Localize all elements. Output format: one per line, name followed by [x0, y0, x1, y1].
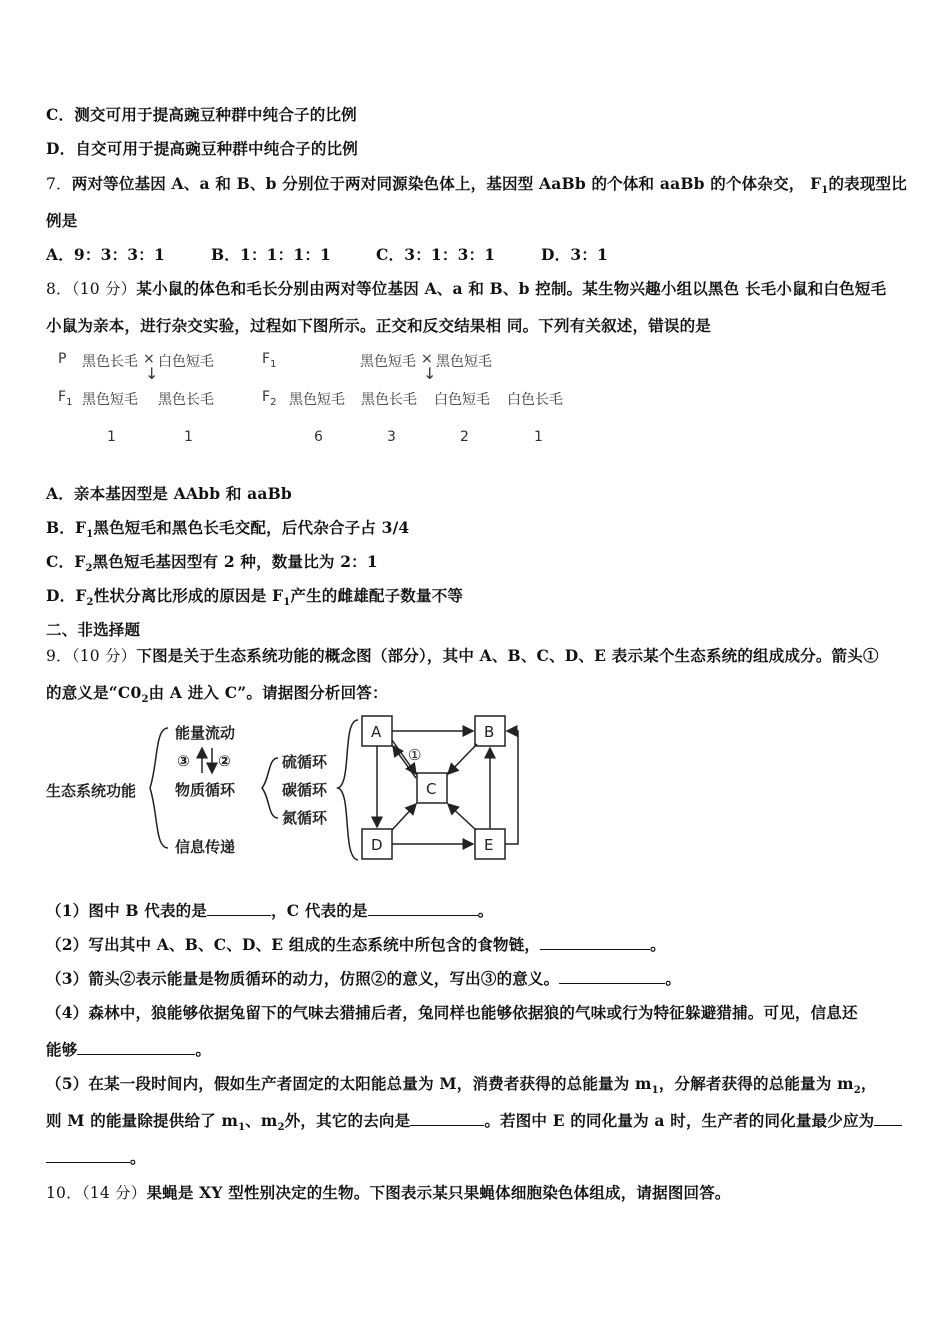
cross-f2-count: 1 [534, 429, 543, 445]
cross-f2-label: $F_2$ [262, 389, 277, 408]
cross-f2-count: 2 [460, 429, 469, 445]
answer-blank[interactable] [559, 969, 665, 984]
q8-stem-line1: 8．（10 分）某小鼠的体色和毛长分别由两对等位基因 A、a 和 B、b 控制。某生物兴趣小组以黑色 长毛小鼠和白色短毛 [46, 279, 887, 298]
section-heading: 二、非选择题 [46, 620, 141, 639]
cross-f2-count: 3 [387, 429, 396, 445]
diagram-info-label: 信息传递 [175, 838, 236, 856]
cross-f1-item: 黑色长毛 [158, 392, 214, 408]
answer-blank[interactable] [410, 1111, 484, 1126]
cross-f2-item: 黑色短毛 [289, 392, 345, 408]
cross-f2-count: 6 [314, 429, 323, 445]
diagram-left-brace [150, 728, 168, 848]
cross-p-right: 白色短毛 [158, 354, 214, 370]
diagram-arrow-b-c [448, 744, 477, 774]
answer-blank[interactable] [46, 1148, 130, 1163]
q7-stem-line1: 7．两对等位基因 A、a 和 B、b 分别位于两对同源染色体上，基因型 AaBb 的个体和 aaBb 的个体杂交， $F_1$的表现型比 [46, 174, 907, 197]
cross-f2-item: 白色短毛 [434, 392, 490, 408]
q7-option-a: A．9：3：3：1 [46, 245, 165, 264]
q6-option-c: C．测交可用于提高豌豆种群中纯合子的比例 [46, 105, 357, 124]
q9-sub5-line1: （5）在某一段时间内，假如生产者固定的太阳能总量为 M，消费者获得的总能量为 $m_1$，分解者获得的总能量为 $m_2$， [46, 1074, 877, 1097]
cross-arrow-down-icon: ↓ [423, 364, 437, 383]
diagram-right-brace [338, 720, 358, 860]
q8-option-c: C．$F_2$黑色短毛基因型有 2 种，数量比为 2：1 [46, 552, 378, 575]
diagram-arrow1-label: ① [408, 746, 422, 764]
q9-stem-line1: 9．（10 分）下图是关于生态系统功能的概念图（部分），其中 A、B、C、D、E 表示某个生态系统的组成成分。箭头① [46, 646, 879, 665]
cross-p-times: × [143, 351, 155, 367]
diagram-box-b-label: B [484, 723, 495, 741]
q8-option-a: A．亲本基因型是 AAbb 和 aaBb [46, 484, 292, 503]
diagram-energy-label: 能量流动 [175, 724, 236, 742]
answer-blank[interactable] [540, 935, 650, 950]
cross-f1-count: 1 [184, 429, 193, 445]
diagram-cycle-label: 硫循环 [282, 753, 328, 771]
cross-p-label: P [58, 351, 67, 367]
diagram-box-a-label: A [371, 723, 382, 741]
q7-stem-line2: 例是 [46, 211, 78, 230]
answer-blank[interactable] [874, 1111, 902, 1126]
q9-sub4-line1: （4）森林中，狼能够依据兔留下的气味去猎捕后者，兔同样也能够依据狼的气味或行为特征躲避猎捕。可见，信息还 [46, 1003, 858, 1022]
cross-f1-item: 黑色短毛 [82, 392, 138, 408]
q7-option-d: D．3：1 [541, 245, 609, 264]
diagram-root-label: 生态系统功能 [46, 782, 137, 800]
cross-f2-item: 白色长毛 [507, 392, 563, 408]
diagram-arrow-d-c [392, 804, 416, 830]
diagram-cycle-label: 氮循环 [282, 809, 328, 827]
diagram-arrow-e-b-outer [505, 731, 518, 844]
cross-arrow-down-icon: ↓ [145, 364, 159, 383]
cross-p-left: 黑色长毛 [82, 354, 138, 370]
q9-sub5-line2: 则 M 的能量除提供给了 $m_1$、$m_2$外，其它的去向是 。若图中 E 的同化量为 a 时，生产者的同化量最少应为 [46, 1109, 902, 1133]
q9-sub3: （3）箭头②表示能量是物质循环的动力，仿照②的意义，写出③的意义。 。 [46, 969, 682, 988]
q8-option-d: D．$F_2$性状分离比形成的原因是 $F_1$产生的雌雄配子数量不等 [46, 586, 464, 609]
q6-option-d: D．自交可用于提高豌豆种群中纯合子的比例 [46, 139, 358, 158]
answer-blank[interactable] [207, 901, 271, 916]
q9-sub4-line2: 能够 。 [46, 1040, 212, 1059]
cross-f2-item: 黑色长毛 [361, 392, 417, 408]
diagram-box-c-label: C [426, 780, 437, 798]
q8-stem-line2: 小鼠为亲本，进行杂交实验，过程如下图所示。正交和反交结果相 同。下列有关叙述，错误的是 [46, 316, 711, 335]
answer-blank[interactable] [77, 1040, 195, 1055]
cross-f1-count: 1 [107, 429, 116, 445]
diagram-matter-label: 物质循环 [175, 781, 236, 799]
cross-f1-label: $F_1$ [58, 389, 73, 408]
answer-blank[interactable] [368, 901, 478, 916]
diagram-box-d-label: D [371, 836, 383, 854]
q9-sub1: （1）图中 B 代表的是 ，C 代表的是 。 [46, 901, 494, 920]
diagram-arrow3-label: ③ [177, 752, 190, 770]
cross-f1b-label: $F_1$ [262, 351, 277, 370]
diagram-arrow2-label: ② [218, 752, 231, 770]
q9-sub2: （2）写出其中 A、B、C、D、E 组成的生态系统中所包含的食物链， 。 [46, 935, 666, 954]
q9-concept-diagram [40, 708, 540, 880]
q9-sub5-line3: 。 [46, 1146, 146, 1168]
diagram-mid-brace [262, 758, 278, 818]
diagram-box-e-label: E [484, 836, 494, 854]
cross-f1b-times: × [421, 351, 433, 367]
q10-stem: 10．（14 分）果蝇是 XY 型性别决定的生物。下图表示某只果蝇体细胞染色体组成，请据图回答。 [46, 1183, 731, 1202]
q9-stem-line2: 的意义是“$C0_2$由 A 进入 C”。请据图分析回答： [46, 683, 388, 706]
q7-option-b: B．1：1：1：1 [211, 245, 332, 264]
q7-options [46, 243, 608, 265]
cross-f1b-right: 黑色短毛 [436, 354, 492, 370]
diagram-arrow-e-c [448, 804, 476, 830]
q8-option-b: B．$F_1$黑色短毛和黑色长毛交配，后代杂合子占 3/4 [46, 518, 410, 541]
cross-f1b-left: 黑色短毛 [360, 354, 416, 370]
q7-option-c: C．3：1：3：1 [376, 245, 496, 264]
diagram-cycle-label: 碳循环 [282, 781, 328, 799]
